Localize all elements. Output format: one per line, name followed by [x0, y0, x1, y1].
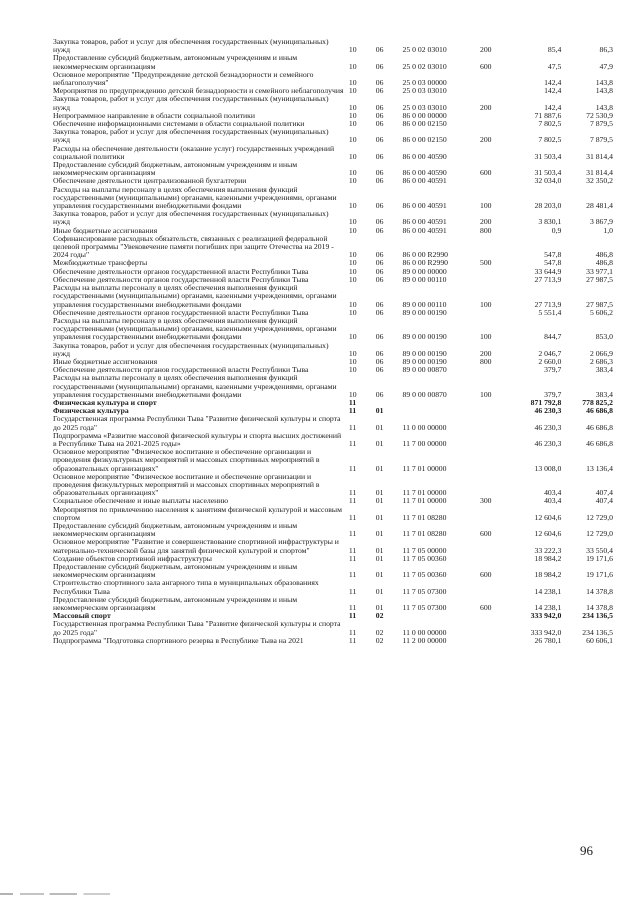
row-name: Обеспечение информационными системами в области социальной политики: [53, 119, 305, 129]
row-amount-year-1: 7 802,5: [538, 135, 562, 145]
table-row: [53, 538, 613, 554]
row-subsection: 06: [375, 176, 384, 186]
row-amount-year-1: 33 644,9: [534, 266, 562, 276]
row-amount-year-1: 85,4: [547, 45, 562, 55]
row-section: 10: [348, 102, 357, 112]
row-amount-year-1: 31 503,4: [534, 151, 562, 161]
row-amount-year-1: 333 942,0: [530, 611, 562, 621]
row-section: 10: [348, 307, 357, 317]
row-amount-year-2: 46 686,8: [586, 422, 613, 432]
row-amount-year-1: 27 713,9: [534, 274, 562, 284]
table-row: [53, 522, 613, 538]
row-amount-year-2: 27 987,5: [586, 299, 613, 309]
row-target-article: 89 0 00 00190: [402, 348, 447, 358]
table-row: [53, 374, 613, 399]
row-amount-year-2: 407,4: [595, 488, 613, 498]
row-amount-year-2: 407,4: [595, 496, 613, 506]
row-amount-year-2: 5 606,2: [589, 307, 613, 317]
row-target-article: 11 7 01 08280: [402, 512, 447, 522]
row-amount-year-2: 1,0: [603, 225, 613, 235]
row-target-article: 11 2 00 00000: [402, 635, 447, 645]
row-target-article: 86 0 00 40591: [402, 225, 447, 235]
row-section: 11: [348, 438, 357, 448]
row-target-article: 11 0 00 00000: [402, 422, 447, 432]
row-subsection: 06: [375, 348, 384, 358]
row-amount-year-1: 142,4: [544, 86, 562, 96]
row-section: 11: [348, 570, 357, 580]
row-expense-type: 200: [479, 45, 492, 55]
row-expense-type: 200: [479, 348, 492, 358]
row-amount-year-2: 7 879,5: [589, 119, 613, 129]
row-name: Софинансирование расходных обязательств, связанных с реализацией федеральной целевой программы "Увековечение памяти погибших при защите Отечества на 2019 - 2024 годы": [53, 233, 334, 260]
row-target-article: 89 0 00 00110: [402, 274, 447, 284]
row-target-article: 86 0 00 R2990: [402, 250, 449, 260]
row-subsection: 01: [375, 586, 384, 596]
row-target-article: 89 0 00 00110: [402, 299, 447, 309]
row-section: 10: [348, 119, 357, 129]
row-name: Строительство спортивного зала ангарного типа в муниципальных образованиях Республики Тыва: [53, 578, 319, 596]
table-row: [53, 71, 613, 87]
row-name: Основное мероприятие "Физическое воспитание и обеспечение организации и проведения физкультурных мероприятий и массовых спортивных мероприятий в образовательных организациях": [53, 471, 320, 498]
row-name: Мероприятия по привлечению населения к занятиям физической культурой и массовым спортом: [53, 504, 342, 522]
table-row: [53, 145, 613, 161]
row-subsection: 06: [375, 356, 384, 366]
row-amount-year-2: 234 136,5: [582, 627, 613, 637]
row-section: 11: [348, 635, 357, 645]
row-name: Расходы на выплаты персоналу в целях обеспечения выполнения функций государственными (муниципальными) органами, казенными учреждениями, органами управления государственными внебюджетными фондами: [53, 184, 337, 211]
row-amount-year-1: 379,7: [544, 389, 562, 399]
row-target-article: 86 0 00 02150: [402, 119, 447, 129]
row-amount-year-2: 47,9: [599, 61, 613, 71]
row-subsection: 06: [375, 119, 384, 129]
row-amount-year-2: 32 350,2: [586, 176, 613, 186]
row-subsection: 01: [375, 438, 384, 448]
row-target-article: 25 0 02 03010: [402, 45, 447, 55]
table-row: [53, 128, 613, 144]
row-name: Обеспечение деятельности органов государственной власти Республики Тыва: [53, 307, 309, 317]
row-target-article: 86 0 00 02150: [402, 135, 447, 145]
row-expense-type: 600: [479, 570, 492, 580]
table-row: [53, 317, 613, 342]
row-section: 11: [348, 496, 357, 506]
table-row: [53, 473, 613, 498]
row-amount-year-1: 31 503,4: [534, 168, 562, 178]
row-target-article: 86 0 00 40591: [402, 176, 447, 186]
row-amount-year-2: 7 879,5: [589, 135, 613, 145]
row-name: Предоставление субсидий бюджетным, автономным учреждениям и иным некоммерческим организациям: [53, 520, 298, 539]
row-subsection: 06: [375, 250, 384, 260]
row-amount-year-1: 2 046,7: [538, 348, 562, 358]
row-name: Расходы на выплаты персоналу в целях обеспечения выполнения функций государственными (муниципальными) органами, казенными учреждениями, органами управления государственными внебюджетными фондами: [53, 373, 337, 399]
row-amount-year-1: 26 780,1: [534, 635, 562, 645]
scan-artifact: [0, 893, 110, 895]
row-amount-year-2: 13 136,4: [586, 463, 613, 473]
row-section: 11: [348, 611, 357, 621]
row-name: Закупка товаров, работ и услуг для обеспечения государственных (муниципальных) нужд: [53, 94, 329, 112]
row-target-article: 86 0 00 00000: [402, 110, 447, 120]
table-row: [53, 415, 613, 431]
row-amount-year-1: 46 230,3: [534, 422, 562, 432]
row-section: 10: [348, 176, 357, 186]
row-amount-year-2: 31 814,4: [586, 151, 613, 161]
row-amount-year-1: 18 984,2: [534, 570, 562, 580]
row-amount-year-1: 33 222,3: [534, 545, 562, 555]
row-amount-year-1: 12 604,6: [534, 529, 562, 539]
row-amount-year-1: 547,8: [544, 258, 562, 268]
row-amount-year-1: 27 713,9: [534, 299, 562, 309]
row-name: Обеспечение деятельности органов государственной власти Республики Тыва: [53, 274, 309, 284]
table-row: [53, 95, 613, 111]
row-name: Закупка товаров, работ и услуг для обеспечения государственных (муниципальных) нужд: [53, 209, 329, 227]
row-section: 10: [348, 168, 357, 178]
row-amount-year-1: 13 008,0: [534, 463, 562, 473]
row-amount-year-2: 486,8: [595, 258, 613, 268]
row-subsection: 01: [375, 570, 384, 580]
row-amount-year-2: 19 171,6: [586, 553, 613, 563]
row-subsection: 02: [375, 611, 384, 621]
row-name: Подпрограмма «Развитие массовой физической культуры и спорта высших достижений в Республике Тыва на 2021-2025 годы»: [53, 430, 342, 448]
row-subsection: 01: [375, 422, 384, 432]
row-section: 10: [348, 45, 357, 55]
row-name: Межбюджетные трансферты: [53, 258, 148, 268]
row-amount-year-2: 12 729,0: [586, 512, 613, 522]
row-target-article: 11 7 05 00000: [402, 545, 447, 555]
row-expense-type: 100: [479, 332, 492, 342]
row-name: Физическая культура и спорт: [53, 397, 157, 407]
row-target-article: 86 0 00 R2990: [402, 258, 449, 268]
row-subsection: 06: [375, 299, 384, 309]
row-section: 10: [348, 86, 357, 96]
row-section: 10: [348, 217, 357, 227]
row-amount-year-2: 27 987,5: [586, 274, 613, 284]
row-amount-year-2: 2 686,3: [589, 356, 613, 366]
row-subsection: 06: [375, 135, 384, 145]
row-section: 11: [348, 512, 357, 522]
row-subsection: 06: [375, 102, 384, 112]
row-amount-year-1: 0,9: [551, 225, 562, 235]
row-section: 10: [348, 151, 357, 161]
row-section: 10: [348, 332, 357, 342]
row-subsection: 06: [375, 151, 384, 161]
row-section: 11: [348, 603, 357, 613]
row-amount-year-2: 853,0: [595, 332, 613, 342]
row-target-article: 11 7 01 00000: [402, 488, 447, 498]
row-amount-year-2: 28 481,4: [586, 201, 613, 211]
budget-table: [53, 38, 613, 645]
row-amount-year-2: 383,4: [595, 389, 613, 399]
table-row: [53, 563, 613, 579]
row-target-article: 89 0 00 00870: [402, 389, 447, 399]
row-name: Социальное обеспечение и иные выплаты населению: [53, 496, 229, 506]
row-name: Массовый спорт: [53, 611, 111, 621]
row-subsection: 01: [375, 512, 384, 522]
row-amount-year-2: 143,8: [595, 78, 613, 88]
row-subsection: 01: [375, 603, 384, 613]
row-subsection: 01: [375, 488, 384, 498]
row-name: Непрограммное направление в области социальной политики: [53, 110, 256, 120]
row-section: 11: [348, 545, 357, 555]
row-subsection: 01: [375, 463, 384, 473]
row-name: Основное мероприятие "Развитие и совершенствование спортивной инфраструктуры и материально-технической базы для занятий физической культурой и спортом": [53, 537, 339, 555]
row-amount-year-2: 143,8: [595, 102, 613, 112]
table-row: [53, 161, 613, 177]
row-subsection: 06: [375, 307, 384, 317]
table-row: [53, 235, 613, 260]
row-name: Обеспечение деятельности органов государственной власти Республики Тыва: [53, 266, 309, 276]
row-amount-year-2: 33 550,4: [586, 545, 613, 555]
row-name: Подпрограмма "Подготовка спортивного резерва в Республике Тыва на 2021: [53, 635, 304, 645]
row-target-article: 11 7 01 00000: [402, 496, 447, 506]
row-section: 11: [348, 627, 357, 637]
row-name: Мероприятия по предупреждению детской безнадзорности и семейного неблагополучия: [53, 86, 344, 96]
row-amount-year-2: 3 867,9: [589, 217, 613, 227]
row-subsection: 06: [375, 78, 384, 88]
row-amount-year-2: 12 729,0: [586, 529, 613, 539]
row-target-article: 11 7 01 00000: [402, 463, 447, 473]
table-row: [53, 186, 613, 211]
row-section: 10: [348, 389, 357, 399]
row-section: 10: [348, 78, 357, 88]
row-amount-year-1: 71 887,6: [534, 110, 562, 120]
row-subsection: 06: [375, 86, 384, 96]
row-target-article: 11 7 05 07300: [402, 603, 447, 613]
table-row: [53, 54, 613, 70]
row-section: 11: [348, 397, 357, 407]
row-amount-year-2: 383,4: [595, 365, 613, 375]
row-amount-year-1: 403,4: [544, 488, 562, 498]
row-name: Государственная программа Республики Тыва "Развитие физической культуры и спорта до 2025 года": [53, 619, 341, 637]
row-section: 10: [348, 250, 357, 260]
row-subsection: 06: [375, 45, 384, 55]
table-row: [53, 579, 613, 595]
row-name: Предоставление субсидий бюджетным, автономным учреждениям и иным некоммерческим организациям: [53, 53, 298, 71]
row-target-article: 89 0 00 00870: [402, 365, 447, 375]
row-name: Расходы на выплаты персоналу в целях обеспечения выполнения функций государственными (муниципальными) органами, казенными учреждениями, органами управления государственными внебюджетными фондами: [53, 315, 337, 342]
row-name: Расходы на обеспечение деятельности (оказание услуг) государственных учреждений социальной политики: [53, 143, 335, 161]
row-name: Иные бюджетные ассигнования: [53, 356, 158, 366]
row-section: 10: [348, 110, 357, 120]
row-amount-year-1: 333 942,0: [530, 627, 562, 637]
row-section: 10: [348, 299, 357, 309]
row-target-article: 11 7 01 08280: [402, 529, 447, 539]
row-amount-year-1: 46 230,3: [534, 438, 562, 448]
row-name: Иные бюджетные ассигнования: [53, 225, 158, 235]
row-expense-type: 200: [479, 135, 492, 145]
row-amount-year-2: 46 686,8: [586, 406, 613, 416]
row-section: 11: [348, 529, 357, 539]
page-number: 96: [580, 843, 593, 858]
row-amount-year-1: 2 660,0: [538, 356, 562, 366]
row-amount-year-1: 403,4: [544, 496, 562, 506]
row-subsection: 01: [375, 553, 384, 563]
row-subsection: 06: [375, 332, 384, 342]
row-name: Расходы на выплаты персоналу в целях обеспечения выполнения функций государственными (муниципальными) органами, казенными учреждениями, органами управления государственными внебюджетными фондами: [53, 283, 337, 309]
row-section: 10: [348, 348, 357, 358]
table-row: [53, 596, 613, 612]
row-expense-type: 800: [479, 356, 492, 366]
row-section: 10: [348, 365, 357, 375]
row-target-article: 86 0 00 40591: [402, 201, 447, 211]
row-amount-year-2: 234 136,5: [582, 611, 613, 621]
row-section: 10: [348, 356, 357, 366]
row-amount-year-1: 5 551,4: [538, 307, 562, 317]
row-name: Государственная программа Республики Тыва "Развитие физической культуры и спорта до 2025 года": [53, 414, 341, 432]
row-subsection: 06: [375, 274, 384, 284]
row-expense-type: 200: [479, 217, 492, 227]
row-amount-year-2: 143,8: [595, 86, 613, 96]
row-expense-type: 800: [479, 225, 492, 235]
row-amount-year-2: 2 066,9: [589, 348, 613, 358]
row-name: Основное мероприятие "Физическое воспитание и обеспечение организации и проведения физкультурных мероприятий и массовых спортивных мероприятий в образовательных организациях": [53, 447, 320, 473]
table-row: [53, 210, 613, 226]
row-expense-type: 600: [479, 529, 492, 539]
row-amount-year-1: 379,7: [544, 365, 562, 375]
row-amount-year-1: 871 792,8: [530, 397, 562, 407]
row-name: Создание объектов спортивной инфраструктуры: [53, 553, 212, 563]
row-amount-year-2: 19 171,6: [586, 570, 613, 580]
row-amount-year-1: 46 230,3: [534, 406, 562, 416]
row-amount-year-1: 7 802,5: [538, 119, 562, 129]
row-target-article: 86 0 00 40591: [402, 217, 447, 227]
row-name: Предоставление субсидий бюджетным, автономным учреждениям и иным некоммерческим организациям: [53, 594, 298, 613]
row-name: Закупка товаров, работ и услуг для обеспечения государственных (муниципальных) нужд: [53, 340, 329, 358]
row-name: Предоставление субсидий бюджетным, автономным учреждениям и иным некоммерческим организациям: [53, 562, 298, 580]
row-amount-year-1: 142,4: [544, 102, 562, 112]
table-row: [53, 284, 613, 309]
row-section: 10: [348, 61, 357, 71]
row-target-article: 86 0 00 40590: [402, 151, 447, 161]
row-subsection: 06: [375, 266, 384, 276]
row-amount-year-1: 3 830,1: [538, 217, 562, 227]
row-expense-type: 100: [479, 389, 492, 399]
row-expense-type: 100: [479, 299, 492, 309]
row-target-article: 25 0 03 03010: [402, 86, 447, 96]
row-amount-year-1: 14 238,1: [534, 586, 562, 596]
row-target-article: 25 0 02 03010: [402, 61, 447, 71]
row-name: Обеспечение деятельности централизованной бухгалтерии: [53, 176, 247, 186]
row-amount-year-1: 12 604,6: [534, 512, 562, 522]
row-target-article: 11 7 05 07300: [402, 586, 447, 596]
row-section: 10: [348, 274, 357, 284]
row-expense-type: 600: [479, 168, 492, 178]
row-expense-type: 200: [479, 102, 492, 112]
table-row: [53, 506, 613, 522]
row-section: 11: [348, 422, 357, 432]
row-expense-type: 600: [479, 603, 492, 613]
row-section: 10: [348, 201, 357, 211]
row-target-article: 11 0 00 00000: [402, 627, 447, 637]
row-amount-year-2: 46 686,8: [586, 438, 613, 448]
row-amount-year-1: 844,7: [544, 332, 562, 342]
row-subsection: 06: [375, 217, 384, 227]
row-subsection: 06: [375, 389, 384, 399]
row-amount-year-2: 14 378,8: [586, 603, 613, 613]
row-section: 10: [348, 266, 357, 276]
row-amount-year-1: 14 238,1: [534, 603, 562, 613]
row-target-article: 25 0 03 03010: [402, 102, 447, 112]
row-expense-type: 600: [479, 61, 492, 71]
row-section: 10: [348, 135, 357, 145]
row-name: Предоставление субсидий бюджетным, автономным учреждениям и иным некоммерческим организациям: [53, 160, 298, 178]
row-subsection: 02: [375, 635, 384, 645]
row-section: 10: [348, 225, 357, 235]
row-name: Закупка товаров, работ и услуг для обеспечения государственных (муниципальных) нужд: [53, 37, 329, 55]
row-amount-year-2: 72 530,9: [586, 110, 613, 120]
row-subsection: 06: [375, 258, 384, 268]
row-amount-year-2: 60 606,1: [586, 635, 613, 645]
row-target-article: 89 0 00 00000: [402, 266, 447, 276]
table-row: [53, 38, 613, 54]
row-section: 11: [348, 553, 357, 563]
row-subsection: 01: [375, 406, 384, 416]
row-section: 11: [348, 463, 357, 473]
row-expense-type: 100: [479, 201, 492, 211]
row-subsection: 06: [375, 168, 384, 178]
row-name: Обеспечение деятельности органов государственной власти Республики Тыва: [53, 365, 309, 375]
row-target-article: 89 0 00 00190: [402, 332, 447, 342]
row-amount-year-1: 47,5: [547, 61, 562, 71]
row-subsection: 02: [375, 627, 384, 637]
table-row: [53, 620, 613, 636]
row-amount-year-2: 31 814,4: [586, 168, 613, 178]
table-row: [53, 637, 613, 645]
row-subsection: 01: [375, 545, 384, 555]
row-amount-year-2: 14 378,8: [586, 586, 613, 596]
row-amount-year-2: 33 977,1: [586, 266, 613, 276]
row-expense-type: 500: [479, 258, 492, 268]
row-section: 11: [348, 406, 357, 416]
row-amount-year-2: 778 825,2: [582, 397, 613, 407]
table-row: [53, 399, 613, 407]
row-section: 11: [348, 586, 357, 596]
row-subsection: 01: [375, 529, 384, 539]
row-target-article: 89 0 00 00190: [402, 356, 447, 366]
row-amount-year-1: 32 034,0: [534, 176, 562, 186]
row-amount-year-1: 18 984,2: [534, 553, 562, 563]
row-amount-year-2: 86,3: [599, 45, 613, 55]
row-name: Основное мероприятие "Предупреждение детской безнадзорности и семейного неблагополучия": [53, 69, 314, 88]
row-amount-year-2: 486,8: [595, 250, 613, 260]
row-section: 11: [348, 488, 357, 498]
row-expense-type: 300: [479, 496, 492, 506]
row-amount-year-1: 28 203,0: [534, 201, 562, 211]
row-subsection: 06: [375, 225, 384, 235]
row-name: Закупка товаров, работ и услуг для обеспечения государственных (муниципальных) нужд: [53, 127, 329, 145]
row-subsection: 06: [375, 110, 384, 120]
row-target-article: 11 7 05 00360: [402, 570, 447, 580]
row-target-article: 86 0 00 40590: [402, 168, 447, 178]
row-subsection: 06: [375, 61, 384, 71]
row-subsection: 06: [375, 201, 384, 211]
row-subsection: 01: [375, 496, 384, 506]
row-name: Физическая культура: [53, 406, 129, 416]
table-row: [53, 432, 613, 448]
row-amount-year-1: 547,8: [544, 250, 562, 260]
table-row: [53, 448, 613, 473]
row-target-article: 89 0 00 00190: [402, 307, 447, 317]
table-row: [53, 342, 613, 358]
row-amount-year-1: 142,4: [544, 78, 562, 88]
row-subsection: 06: [375, 365, 384, 375]
row-target-article: 11 7 05 00360: [402, 553, 447, 563]
row-section: 10: [348, 258, 357, 268]
row-target-article: 25 0 03 00000: [402, 78, 447, 88]
row-target-article: 11 7 00 00000: [402, 438, 447, 448]
